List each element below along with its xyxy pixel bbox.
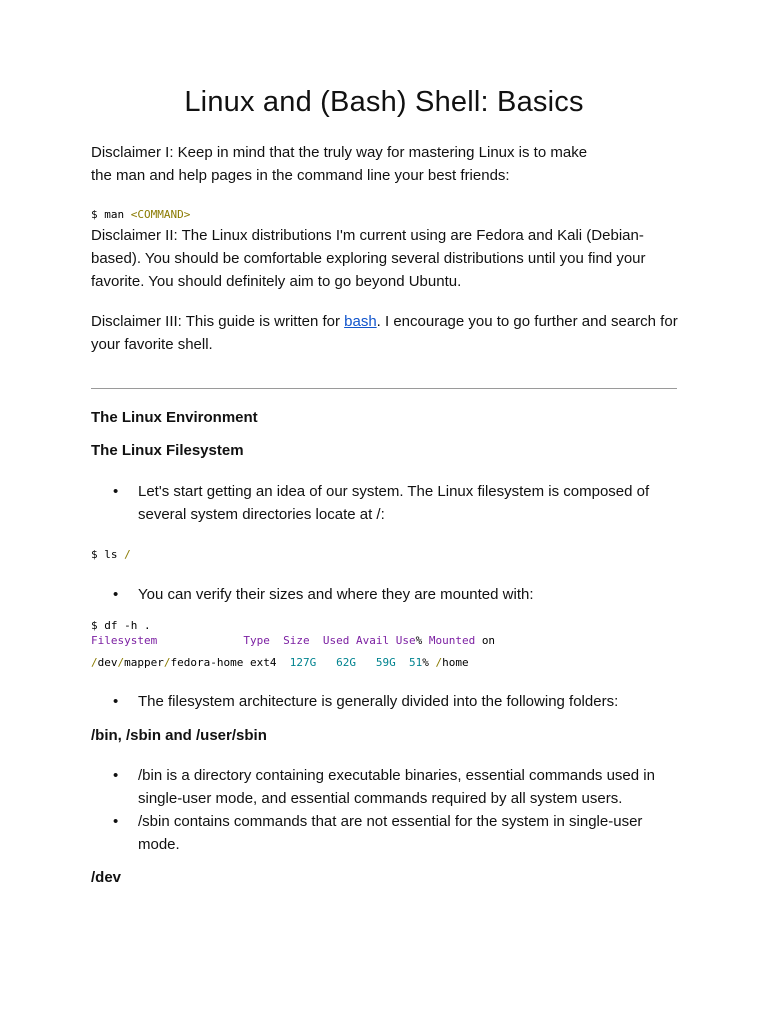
code-ls [91,547,131,563]
df-row-slash: / [117,656,125,669]
df-row-size: 127G [289,656,317,669]
disclaimer-2: Disclaimer II: The Linux distributions I'm current using are Fedora and Kali (Debian-based). You should be comfortable exploring several distributions until you find your favorite. You should definitely aim to go beyond Ubuntu. [91,227,646,290]
df-header-use: Use [395,634,416,647]
df-header-filesystem: Filesystem [91,634,158,647]
df-header-mounted: Mounted [428,634,476,647]
list-item-text: You can verify their sizes and where they are mounted with: [138,586,534,603]
bash-link[interactable]: bash [344,313,377,330]
bullet-icon: • [113,767,119,784]
heading-linux-filesystem: The Linux Filesystem [91,442,244,459]
df-header-on: on [481,634,496,647]
disclaimer-3 [91,310,681,356]
df-header-used: Used [322,634,350,647]
code-df-row [91,655,469,671]
df-header-type: Type [243,634,270,647]
horizontal-rule [91,388,677,389]
df-header-avail: Avail [355,634,390,647]
df-header-size: Size [283,634,310,647]
df-row-type: ext4 [249,656,277,669]
bullet-icon: • [113,586,119,603]
heading-bin-sbin: /bin, /sbin and /user/sbin [91,727,267,744]
df-row-dev: dev [97,656,118,669]
df-row-name: fedora-home [170,656,244,669]
list-item-text: Let's start getting an idea of our system. The Linux filesystem is composed of several system directories locate at /: [138,483,650,523]
bullet-icon: • [113,813,119,830]
df-row-slash: / [435,656,443,669]
disclaimer-1 [91,141,681,187]
heading-dev: /dev [91,869,122,886]
code-man-arg: <COMMAND> [130,208,191,221]
df-row-used: 62G [336,656,356,669]
df-row-pct: % [422,656,429,669]
list-item-text: The filesystem architecture is generally divided into the following folders: [138,693,619,710]
bullet-icon: • [113,483,119,500]
df-row-mount: home [442,656,469,669]
disclaimer-3-before: Disclaimer III: This guide is written for [91,313,345,330]
code-df-header [91,633,495,649]
df-row-slash: / [163,656,171,669]
df-row-mapper: mapper [124,656,164,669]
code-ls-arg: / [124,548,131,561]
disclaimer-1-line-2: the man and help pages in the command line your best friends: [91,167,510,184]
df-row-use: 51 [408,656,423,669]
disclaimer-1-line-1: Disclaimer I: Keep in mind that the truly way for mastering Linux is to make [91,144,588,161]
list-item-text: /sbin contains commands that are not essential for the system in single-user mode. [138,813,643,853]
code-man-prompt: $ man [91,208,131,221]
page-title: Linux and (Bash) Shell: Basics [184,86,584,118]
df-header-pct: % [415,634,423,647]
df-row-avail: 59G [375,656,396,669]
code-df-command: $ df -h . [91,619,151,632]
heading-linux-environment: The Linux Environment [91,409,258,426]
df-row-slash: / [91,656,98,669]
list-item-text: /bin is a directory containing executable binaries, essential commands used in single-user mode, and essential commands required by all system users. [138,767,655,807]
bullet-icon: • [113,693,119,710]
code-man [91,207,190,223]
disclaimer-3-after: . I encourage you to go further and search for your favorite shell. [91,313,678,353]
code-ls-prompt: $ ls [91,548,125,561]
